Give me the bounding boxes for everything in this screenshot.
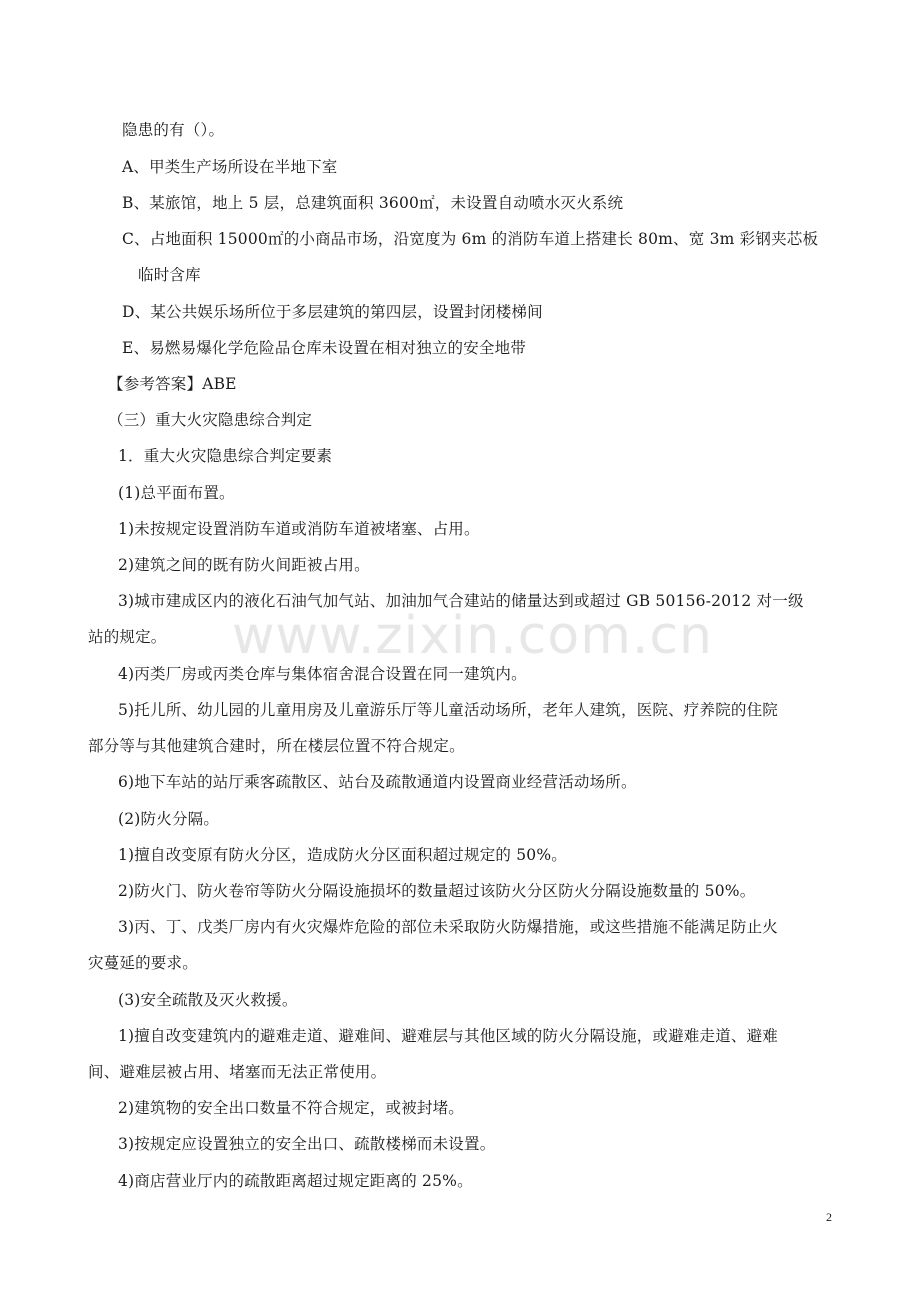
- option-c: C、占地面积 15000㎡的小商品市场，沿宽度为 6m 的消防车道上搭建长 80m、宽 3m 彩钢夹芯板: [122, 230, 819, 248]
- subsection-heading: 1．重大火灾隐患综合判定要素: [118, 447, 333, 465]
- text-line: 2)防火门、防火卷帘等防火分隔设施损坏的数量超过该防火分区防火分隔设施数量的 50%。: [118, 882, 756, 900]
- watermark: www.zixin.com.cn: [232, 606, 713, 666]
- text-line: 2)建筑物的安全出口数量不符合规定，或被封堵。: [118, 1099, 465, 1117]
- text-line: 6)地下车站的站厅乘客疏散区、站台及疏散通道内设置商业经营活动场所。: [118, 773, 637, 791]
- text-line-continued: 站的规定。: [88, 628, 167, 646]
- option-e: E、易燃易爆化学危险品仓库未设置在相对独立的安全地带: [122, 339, 527, 357]
- section-heading: （三）重大火灾隐患综合判定: [108, 411, 313, 429]
- reference-answer: 【参考答案】ABE: [108, 375, 237, 393]
- text-line: 3)丙、丁、戊类厂房内有火灾爆炸危险的部位未采取防火防爆措施，或这些措施不能满足防止火: [118, 918, 779, 936]
- category-heading: (2)防火分隔。: [118, 810, 220, 828]
- text-line: 4)商店营业厅内的疏散距离超过规定距离的 25%。: [118, 1172, 473, 1190]
- text-line: 1)擅自改变原有防火分区，造成防火分区面积超过规定的 50%。: [118, 846, 567, 864]
- text-line: 1)未按规定设置消防车道或消防车道被堵塞、占用。: [118, 520, 480, 538]
- text-line: 4)丙类厂房或丙类仓库与集体宿舍混合设置在同一建筑内。: [118, 665, 527, 683]
- text-line: 3)按规定应设置独立的安全出口、疏散楼梯而未设置。: [118, 1135, 496, 1153]
- text-line: 5)托儿所、幼儿园的儿童用房及儿童游乐厅等儿童活动场所，老年人建筑，医院、疗养院的住院: [118, 701, 779, 719]
- text-line: 3)城市建成区内的液化石油气加气站、加油加气合建站的储量达到或超过 GB 50156-2012 对一级: [118, 592, 804, 610]
- text-line-continued: 灾蔓延的要求。: [88, 954, 198, 972]
- text-line: 2)建筑之间的既有防火间距被占用。: [118, 556, 370, 574]
- option-b: B、某旅馆，地上 5 层，总建筑面积 3600㎡，未设置自动喷水灭火系统: [122, 194, 624, 212]
- category-heading: (3)安全疏散及灭火救援。: [118, 991, 298, 1009]
- category-heading: (1)总平面布置。: [118, 484, 235, 502]
- page-number: 2: [826, 1210, 832, 1224]
- text-line-continued: 部分等与其他建筑合建时，所在楼层位置不符合规定。: [88, 737, 465, 755]
- option-c-continued: 临时含库: [138, 266, 201, 284]
- text-line: 1)擅自改变建筑内的避难走道、避难间、避难层与其他区域的防火分隔设施，或避难走道、避难: [118, 1027, 779, 1045]
- text-line-continued: 间、避难层被占用、堵塞而无法正常使用。: [88, 1063, 387, 1081]
- text-line: 隐患的有（）。: [122, 121, 225, 139]
- option-d: D、某公共娱乐场所位于多层建筑的第四层，设置封闭楼梯间: [122, 303, 543, 321]
- option-a: A、甲类生产场所设在半地下室: [122, 158, 338, 176]
